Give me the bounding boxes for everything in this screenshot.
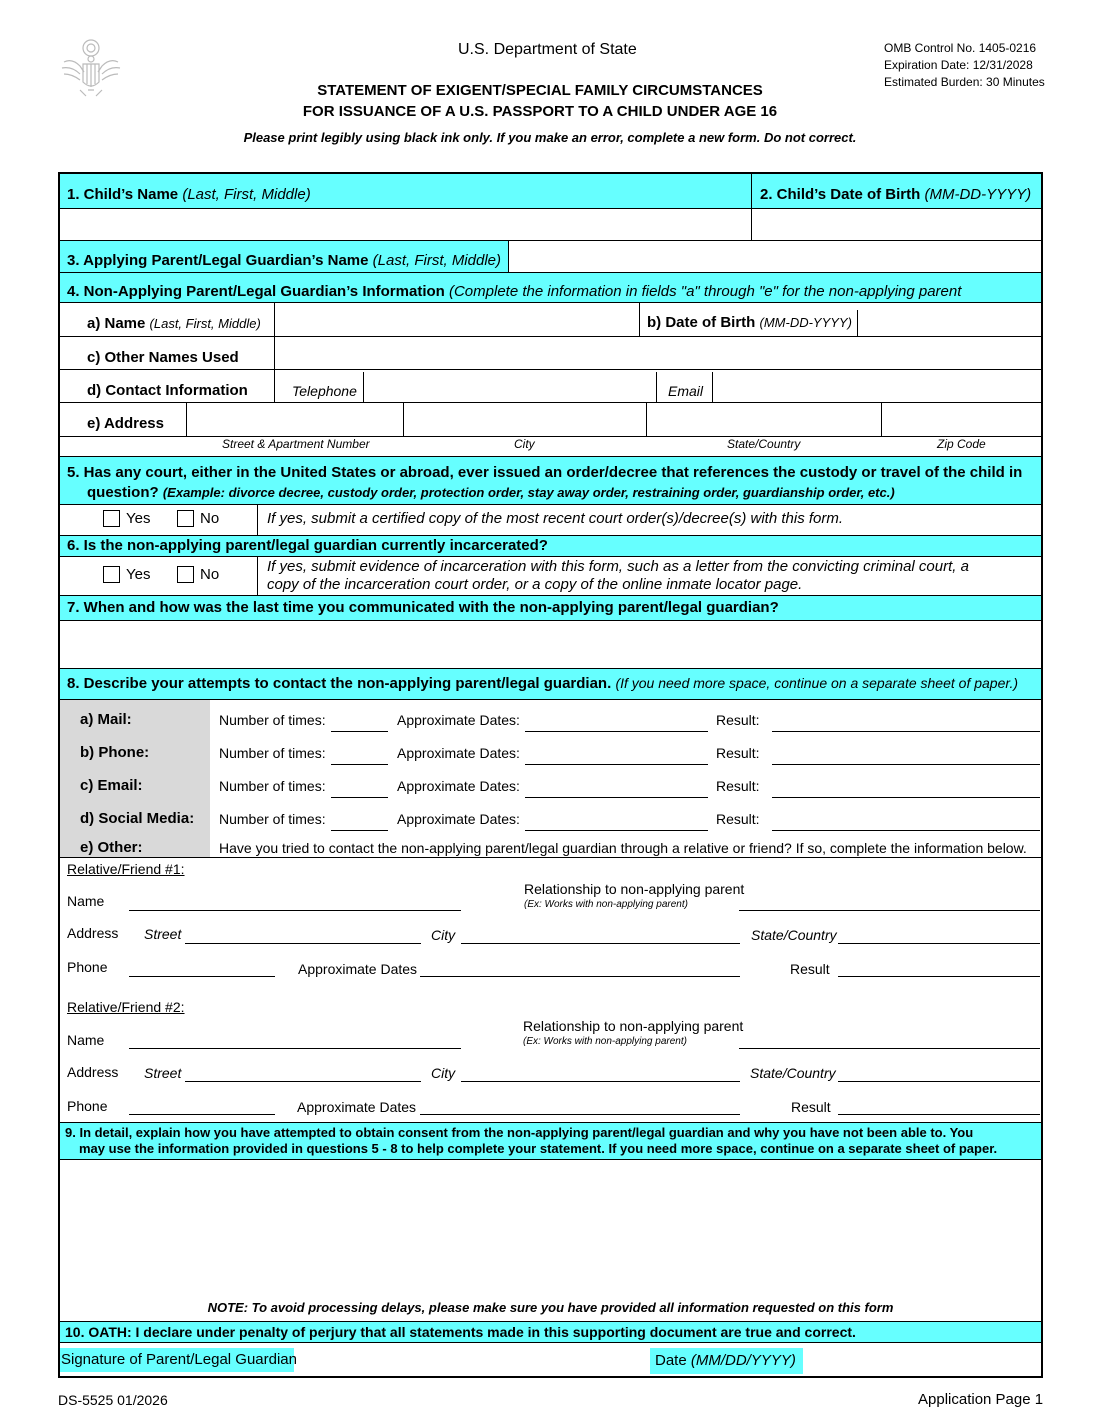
np-email-label: Email xyxy=(668,383,704,399)
times-label: Number of times: xyxy=(219,778,326,794)
form-number: DS-5525 01/2026 xyxy=(58,1392,168,1408)
relationship-example: (Ex: Works with non-applying parent) xyxy=(524,899,688,910)
np-telephone-label: Telephone xyxy=(292,383,357,399)
child-dob-label: 2. Child’s Date of Birth xyxy=(760,186,921,203)
np-street-caption: Street & Apartment Number xyxy=(222,437,370,451)
times-label: Number of times: xyxy=(219,811,326,827)
processing-note: NOTE: To avoid processing delays, please make sure you have provided all information requested on this form xyxy=(207,1300,894,1315)
child-name-hint: (Last, First, Middle) xyxy=(182,186,311,203)
incarcerated-yes-label: Yes xyxy=(126,566,151,583)
np-contact-label: d) Contact Information xyxy=(87,382,248,399)
consent-explanation-line1: 9. In detail, explain how you have attempted to obtain consent from the non-applying parent/legal guardian and why you have not been able to. You xyxy=(65,1125,974,1140)
relative-dates-label: Approximate Dates xyxy=(298,961,418,977)
relative-result-field[interactable] xyxy=(838,1114,1040,1115)
relative-dates-field[interactable] xyxy=(420,1114,740,1115)
incarcerated-no-checkbox[interactable] xyxy=(177,566,194,583)
relative-dates-field[interactable] xyxy=(420,976,740,977)
times-field[interactable] xyxy=(331,830,388,831)
dates-label: Approximate Dates: xyxy=(397,778,520,794)
relationship-field[interactable] xyxy=(739,910,1040,911)
non-applying-label: 4. Non-Applying Parent/Legal Guardian’s Information xyxy=(67,283,445,300)
times-field[interactable] xyxy=(331,764,388,765)
incarcerated-note-line1: If yes, submit evidence of incarceration with this form, such as a letter from the convicting criminal court, a xyxy=(267,558,969,575)
attempt-other-text: Have you tried to contact the non-applying parent/legal guardian through a relative or friend? If so, complete the information below. xyxy=(219,840,1027,856)
relationship-example: (Ex: Works with non-applying parent) xyxy=(523,1036,687,1047)
relative-dates-label: Approximate Dates xyxy=(297,1099,417,1115)
relative-phone-label: Phone xyxy=(67,959,108,975)
relative-city-field[interactable] xyxy=(461,1081,740,1082)
dates-field[interactable] xyxy=(525,731,708,732)
np-address-label: e) Address xyxy=(87,415,164,432)
np-state-field[interactable] xyxy=(649,405,879,433)
court-order-question-line2: question? xyxy=(87,484,159,501)
result-field[interactable] xyxy=(772,731,1040,732)
non-applying-hint: (Complete the information in fields "a" through "e" for the non-applying parent xyxy=(448,283,962,300)
np-dob-field[interactable] xyxy=(860,305,1039,333)
relationship-label: Relationship to non-applying parent xyxy=(523,1018,744,1034)
estimated-burden: Estimated Burden: 30 Minutes xyxy=(884,75,1045,89)
np-other-names-label: c) Other Names Used xyxy=(87,349,239,366)
child-dob-hint: (MM-DD-YYYY) xyxy=(924,186,1032,203)
relative-street-label: Street xyxy=(144,1065,182,1081)
relative-title: Relative/Friend #1: xyxy=(67,861,185,877)
relative-street-label: Street xyxy=(144,926,182,942)
department-seal-icon xyxy=(58,36,124,102)
np-zip-field[interactable] xyxy=(884,405,1039,433)
dates-label: Approximate Dates: xyxy=(397,712,520,728)
dates-label: Approximate Dates: xyxy=(397,811,520,827)
times-label: Number of times: xyxy=(219,745,326,761)
relative-address-label: Address xyxy=(67,1064,119,1080)
department-name: U.S. Department of State xyxy=(458,41,637,58)
signature-date-label: Date xyxy=(655,1352,687,1369)
court-order-yes-label: Yes xyxy=(126,510,151,527)
result-label: Result: xyxy=(716,712,760,728)
np-name-label: a) Name xyxy=(87,315,146,332)
child-name-field[interactable] xyxy=(62,210,748,238)
dates-field[interactable] xyxy=(525,764,708,765)
result-field[interactable] xyxy=(772,830,1040,831)
result-label: Result: xyxy=(716,778,760,794)
omb-control-number: OMB Control No. 1405-0216 xyxy=(884,41,1037,55)
relative-name-label: Name xyxy=(67,893,105,909)
attempt-label: d) Social Media: xyxy=(80,810,195,827)
contact-attempts-label: 8. Describe your attempts to contact the non-applying parent/legal guardian. xyxy=(67,675,612,692)
consent-explanation-line2: may use the information provided in questions 5 - 8 to help complete your statement. If you need more space, continue on a separate sheet of paper. xyxy=(79,1141,998,1156)
np-other-names-field[interactable] xyxy=(277,339,1039,367)
applying-parent-hint: (Last, First, Middle) xyxy=(372,252,501,269)
relative-state-label: State/Country xyxy=(751,927,837,943)
np-city-caption: City xyxy=(514,437,535,451)
court-order-note: If yes, submit a certified copy of the most recent court order(s)/decree(s) with this form. xyxy=(267,510,844,527)
court-order-no-checkbox[interactable] xyxy=(177,510,194,527)
dates-label: Approximate Dates: xyxy=(397,745,520,761)
times-field[interactable] xyxy=(331,731,388,732)
form-title-line2: FOR ISSUANCE OF A U.S. PASSPORT TO A CHILD UNDER AGE 16 xyxy=(302,103,778,120)
form-title-line1: STATEMENT OF EXIGENT/SPECIAL FAMILY CIRCUMSTANCES xyxy=(317,82,763,99)
np-dob-hint: (MM-DD-YYYY) xyxy=(759,315,852,330)
relative-phone-label: Phone xyxy=(67,1098,108,1114)
relative-result-label: Result xyxy=(791,1099,831,1115)
dates-field[interactable] xyxy=(525,797,708,798)
relative-street-field[interactable] xyxy=(185,943,421,944)
relative-result-label: Result xyxy=(790,961,830,977)
relative-result-field[interactable] xyxy=(838,976,1040,977)
result-label: Result: xyxy=(716,745,760,761)
signature-date-field[interactable] xyxy=(806,1345,1039,1375)
relative-name-label: Name xyxy=(67,1032,105,1048)
court-order-question-line1: 5. Has any court, either in the United States or abroad, ever issued an order/decree that references the custody or travel of the child in xyxy=(67,464,1023,481)
attempt-label: a) Mail: xyxy=(80,711,132,728)
page-number: Application Page 1 xyxy=(918,1391,1044,1408)
relative-phone-field[interactable] xyxy=(129,1114,275,1115)
court-order-examples: (Example: divorce decree, custody order, protection order, stay away order, restraining order, guardianship order, etc.) xyxy=(162,485,895,500)
relationship-label: Relationship to non-applying parent xyxy=(524,881,745,897)
form-instruction: Please print legibly using black ink only. If you make an error, complete a new form. Do not correct. xyxy=(243,130,857,145)
relative-city-field[interactable] xyxy=(461,943,740,944)
attempt-label: b) Phone: xyxy=(80,744,150,761)
relative-name-field[interactable] xyxy=(129,910,461,911)
attempt-other-label: e) Other: xyxy=(80,839,143,856)
np-name-hint: (Last, First, Middle) xyxy=(149,316,261,331)
np-email-field[interactable] xyxy=(715,372,1039,400)
relative-state-label: State/Country xyxy=(750,1065,836,1081)
applying-parent-label: 3. Applying Parent/Legal Guardian’s Name xyxy=(67,252,369,269)
result-field[interactable] xyxy=(772,764,1040,765)
relative-city-label: City xyxy=(431,927,456,943)
relative-address-label: Address xyxy=(67,925,119,941)
relative-street-field[interactable] xyxy=(185,1081,421,1082)
relative-name-field[interactable] xyxy=(129,1048,461,1049)
court-order-yes-checkbox[interactable] xyxy=(103,510,120,527)
result-field[interactable] xyxy=(772,797,1040,798)
np-state-caption: State/Country xyxy=(727,437,801,451)
child-dob-field[interactable] xyxy=(754,210,1039,238)
last-communication-field[interactable] xyxy=(62,622,1039,666)
relative-phone-field[interactable] xyxy=(129,976,275,977)
relationship-field[interactable] xyxy=(739,1048,1040,1049)
relative-title: Relative/Friend #2: xyxy=(67,999,185,1015)
oath-statement: 10. OATH: I declare under penalty of perjury that all statements made in this supporting document are true and correct. xyxy=(65,1324,856,1340)
incarcerated-note-line2: copy of the incarceration court order, or a copy of the online inmate locator page. xyxy=(267,576,803,593)
contact-attempts-hint: (If you need more space, continue on a separate sheet of paper.) xyxy=(615,675,1019,691)
np-dob-label: b) Date of Birth xyxy=(647,314,756,331)
applying-parent-name-field[interactable] xyxy=(511,243,1039,271)
relative-city-label: City xyxy=(431,1065,456,1081)
signature-field[interactable] xyxy=(296,1345,646,1375)
np-zip-caption: Zip Code xyxy=(937,437,986,451)
np-city-field[interactable] xyxy=(406,405,644,433)
attempt-label: c) Email: xyxy=(80,777,143,794)
result-label: Result: xyxy=(716,811,760,827)
consent-explanation-field[interactable] xyxy=(62,1162,1039,1296)
incarcerated-question: 6. Is the non-applying parent/legal guardian currently incarcerated? xyxy=(67,537,548,554)
last-communication-question: 7. When and how was the last time you communicated with the non-applying parent/legal guardian? xyxy=(67,599,779,616)
court-order-no-label: No xyxy=(200,510,220,527)
signature-label: Signature of Parent/Legal Guardian xyxy=(61,1351,297,1368)
incarcerated-no-label: No xyxy=(200,566,220,583)
incarcerated-yes-checkbox[interactable] xyxy=(103,566,120,583)
expiration-date: Expiration Date: 12/31/2028 xyxy=(884,58,1033,72)
signature-date-hint: (MM/DD/YYYY) xyxy=(690,1352,796,1369)
np-street-field[interactable] xyxy=(189,405,401,433)
times-field[interactable] xyxy=(331,797,388,798)
relative-state-field[interactable] xyxy=(838,943,1040,944)
np-name-field[interactable] xyxy=(277,305,637,333)
child-name-label: 1. Child’s Name xyxy=(67,186,179,203)
np-telephone-field[interactable] xyxy=(366,372,654,400)
times-label: Number of times: xyxy=(219,712,326,728)
relative-state-field[interactable] xyxy=(838,1081,1040,1082)
dates-field[interactable] xyxy=(525,830,708,831)
